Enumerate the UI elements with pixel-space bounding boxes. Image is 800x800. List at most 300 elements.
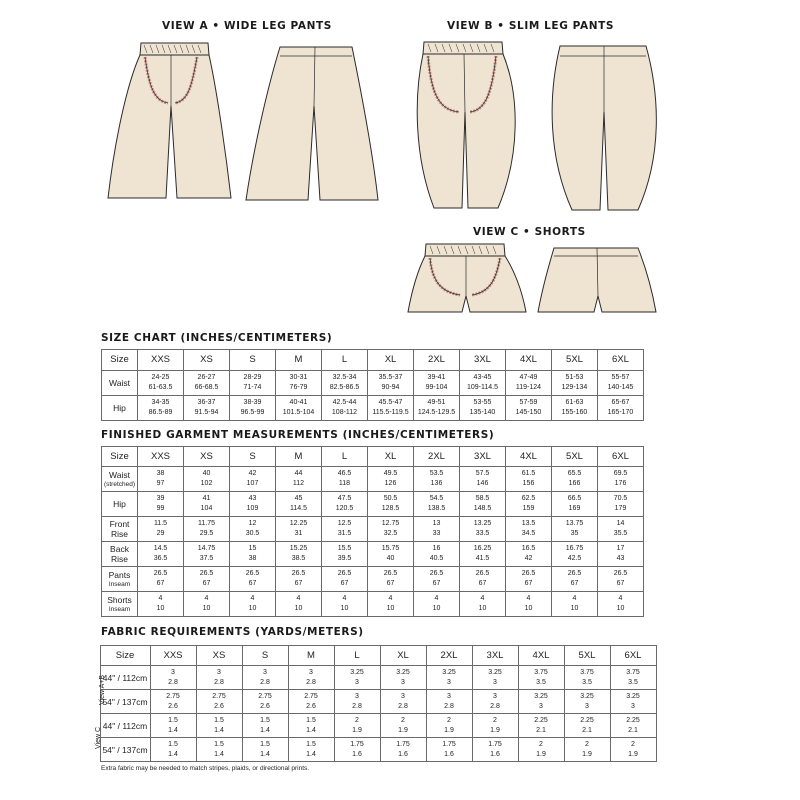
- value-metric: 1.9: [536, 750, 546, 758]
- row-label-text: Waist: [109, 378, 130, 388]
- value-imperial: 1.5: [214, 716, 224, 724]
- value-cell: [552, 396, 598, 421]
- value-imperial: 26.5: [245, 570, 260, 577]
- value-metric: 126: [384, 480, 397, 487]
- value-cell: [196, 666, 242, 690]
- value-cell: [598, 492, 644, 517]
- value-imperial: 40: [202, 470, 211, 477]
- value-metric: 97: [156, 480, 165, 487]
- value-imperial: 32.5-34: [332, 374, 357, 381]
- value-metric: 2.1: [628, 726, 638, 734]
- value-metric: 35.5: [613, 530, 628, 537]
- value-cell: [322, 467, 368, 492]
- value-imperial: 26.5: [429, 570, 444, 577]
- value-cell: [334, 738, 380, 762]
- value-cell: [472, 666, 518, 690]
- value-cell: [414, 567, 460, 592]
- value-cell: [506, 371, 552, 396]
- value-imperial: 2.75: [258, 692, 272, 700]
- value-metric: 1.9: [628, 750, 638, 758]
- value-metric: 67: [616, 580, 625, 587]
- group-label: [88, 666, 107, 714]
- size-header-4xl: 4XL: [506, 447, 552, 467]
- value-metric: 36.5: [153, 555, 168, 562]
- value-cell: [138, 542, 184, 567]
- value-cell: [610, 690, 656, 714]
- size-header-xl: XL: [380, 646, 426, 666]
- value-imperial: 1.75: [488, 740, 502, 748]
- value-metric: 10: [202, 605, 211, 612]
- value-imperial: 34-35: [151, 399, 170, 406]
- value-cell: [184, 492, 230, 517]
- value-metric: 128.5: [381, 505, 400, 512]
- value-metric: 1.4: [306, 726, 316, 734]
- value-imperial: 1.5: [260, 716, 270, 724]
- value-imperial: 1.5: [214, 740, 224, 748]
- row-label: [102, 517, 138, 542]
- size-header-3xl: 3XL: [472, 646, 518, 666]
- value-imperial: 12.5: [337, 520, 352, 527]
- size-header-xs: XS: [184, 447, 230, 467]
- value-imperial: 28-29: [243, 374, 262, 381]
- value-imperial: 3: [309, 668, 313, 676]
- value-imperial: 12: [248, 520, 257, 527]
- value-imperial: 12.25: [289, 520, 308, 527]
- value-cell: [552, 492, 598, 517]
- value-cell: [460, 492, 506, 517]
- value-cell: [414, 592, 460, 617]
- value-metric: 165-170: [607, 409, 634, 416]
- value-cell: [564, 690, 610, 714]
- value-metric: 2.8: [490, 702, 500, 710]
- value-metric: 119-124: [515, 384, 542, 391]
- value-cell: [288, 738, 334, 762]
- value-cell: [414, 517, 460, 542]
- value-imperial: 3: [171, 668, 175, 676]
- value-metric: 135-140: [469, 409, 496, 416]
- value-imperial: 13: [432, 520, 441, 527]
- size-header-3xl: 3XL: [460, 350, 506, 371]
- value-metric: 29: [156, 530, 165, 537]
- value-metric: 71-74: [243, 384, 262, 391]
- value-imperial: 49.5: [383, 470, 398, 477]
- size-header-4xl: 4XL: [506, 350, 552, 371]
- value-imperial: 4: [572, 595, 577, 602]
- value-metric: 1.4: [260, 726, 270, 734]
- value-imperial: 14.75: [197, 545, 216, 552]
- value-imperial: 4: [342, 595, 347, 602]
- finished-measurements-table: [101, 446, 644, 617]
- value-metric: 1.9: [490, 726, 500, 734]
- value-cell: [368, 567, 414, 592]
- value-cell: [552, 592, 598, 617]
- value-metric: 43: [616, 555, 625, 562]
- group-label: [88, 714, 103, 762]
- value-cell: [138, 517, 184, 542]
- value-metric: 86.5-89: [148, 409, 173, 416]
- value-cell: [242, 666, 288, 690]
- value-metric: 76-79: [289, 384, 308, 391]
- value-cell: [506, 517, 552, 542]
- table-row: [88, 666, 656, 690]
- value-cell: [368, 517, 414, 542]
- value-imperial: 46.5: [337, 470, 352, 477]
- value-imperial: 16.5: [521, 545, 536, 552]
- value-cell: [276, 542, 322, 567]
- value-imperial: 53-55: [473, 399, 492, 406]
- value-cell: [610, 738, 656, 762]
- size-header-3xl: 3XL: [460, 447, 506, 467]
- value-metric: 2.6: [260, 702, 270, 710]
- size-header-l: L: [322, 350, 368, 371]
- size-header-xs: XS: [196, 646, 242, 666]
- value-imperial: 2: [447, 716, 451, 724]
- value-imperial: 4: [480, 595, 485, 602]
- value-cell: [322, 592, 368, 617]
- view-a-front-illustration: [100, 36, 236, 204]
- value-cell: [288, 690, 334, 714]
- value-metric: 67: [432, 580, 441, 587]
- value-imperial: 4: [388, 595, 393, 602]
- value-cell: [598, 567, 644, 592]
- view-b-back-illustration: [538, 36, 670, 212]
- size-header-6xl: 6XL: [610, 646, 656, 666]
- size-header-2xl: 2XL: [426, 646, 472, 666]
- value-cell: [518, 690, 564, 714]
- table-row: [102, 396, 644, 421]
- size-header-5xl: 5XL: [552, 350, 598, 371]
- value-metric: 104: [200, 505, 213, 512]
- value-cell: [506, 467, 552, 492]
- value-metric: 32.5: [383, 530, 398, 537]
- value-imperial: 26.5: [567, 570, 582, 577]
- value-metric: 108-112: [331, 409, 358, 416]
- value-imperial: 3: [447, 692, 451, 700]
- value-cell: [230, 542, 276, 567]
- table-row: [102, 492, 644, 517]
- value-cell: [460, 542, 506, 567]
- size-header-s: S: [230, 350, 276, 371]
- value-imperial: 3.25: [488, 668, 502, 676]
- value-cell: [230, 517, 276, 542]
- value-imperial: 40-41: [289, 399, 308, 406]
- value-metric: 34.5: [521, 530, 536, 537]
- value-metric: 67: [248, 580, 257, 587]
- size-header-5xl: 5XL: [552, 447, 598, 467]
- value-cell: [518, 738, 564, 762]
- value-metric: 146: [476, 480, 489, 487]
- value-imperial: 3.25: [442, 668, 456, 676]
- value-metric: 10: [340, 605, 349, 612]
- value-metric: 1.4: [168, 750, 178, 758]
- value-cell: [242, 690, 288, 714]
- value-cell: [230, 492, 276, 517]
- value-imperial: 57.5: [475, 470, 490, 477]
- value-cell: [460, 467, 506, 492]
- value-metric: 30.5: [245, 530, 260, 537]
- value-imperial: 55-57: [611, 374, 630, 381]
- value-metric: 2.8: [168, 678, 178, 686]
- value-cell: [138, 492, 184, 517]
- value-imperial: 15: [248, 545, 257, 552]
- value-cell: [242, 738, 288, 762]
- value-imperial: 4: [204, 595, 209, 602]
- value-imperial: 53.5: [429, 470, 444, 477]
- value-metric: 10: [248, 605, 257, 612]
- value-cell: [506, 492, 552, 517]
- value-imperial: 4: [250, 595, 255, 602]
- value-cell: [426, 738, 472, 762]
- value-metric: 2.8: [306, 678, 316, 686]
- size-chart-title: SIZE CHART (INCHES/CENTIMETERS): [101, 332, 333, 344]
- value-metric: 1.4: [306, 750, 316, 758]
- table-row: [102, 542, 644, 567]
- table-row: [88, 714, 656, 738]
- value-imperial: 1.75: [396, 740, 410, 748]
- value-cell: [368, 467, 414, 492]
- value-metric: 1.6: [490, 750, 500, 758]
- row-label-sub: Inseam: [108, 605, 131, 613]
- value-metric: 2.6: [168, 702, 178, 710]
- value-metric: 101.5-104: [282, 409, 315, 416]
- value-metric: 2.1: [536, 726, 546, 734]
- value-imperial: 61-63: [565, 399, 584, 406]
- value-imperial: 51-53: [565, 374, 584, 381]
- value-cell: [150, 738, 196, 762]
- table-row: [88, 690, 656, 714]
- blank-cell: [88, 646, 100, 666]
- value-metric: 129-134: [561, 384, 588, 391]
- row-label-text: 44" / 112cm: [102, 672, 148, 683]
- size-header-xl: XL: [368, 350, 414, 371]
- value-cell: [414, 396, 460, 421]
- value-metric: 40.5: [429, 555, 444, 562]
- value-cell: [276, 371, 322, 396]
- value-cell: [552, 542, 598, 567]
- value-imperial: 69.5: [613, 470, 628, 477]
- size-header-m: M: [288, 646, 334, 666]
- value-cell: [518, 714, 564, 738]
- value-metric: 38.5: [291, 555, 306, 562]
- value-imperial: 17: [616, 545, 625, 552]
- value-cell: [138, 396, 184, 421]
- value-imperial: 26.5: [383, 570, 398, 577]
- value-metric: 136: [430, 480, 443, 487]
- row-label: [102, 396, 138, 421]
- value-cell: [564, 714, 610, 738]
- value-cell: [138, 592, 184, 617]
- value-cell: [322, 542, 368, 567]
- table-row: [102, 567, 644, 592]
- table-row: [88, 738, 656, 762]
- value-imperial: 45: [294, 495, 303, 502]
- value-cell: [460, 371, 506, 396]
- value-imperial: 2: [631, 740, 635, 748]
- value-cell: [506, 396, 552, 421]
- finished-measurements-title: FINISHED GARMENT MEASUREMENTS (INCHES/CENTIMETERS): [101, 429, 495, 441]
- value-imperial: 13.75: [565, 520, 584, 527]
- value-cell: [196, 738, 242, 762]
- header-label: Size: [102, 447, 138, 467]
- value-cell: [564, 738, 610, 762]
- value-cell: [322, 396, 368, 421]
- value-cell: [196, 690, 242, 714]
- value-metric: 10: [524, 605, 533, 612]
- value-metric: 109: [246, 505, 259, 512]
- header-row: [88, 646, 656, 666]
- row-label: [100, 714, 150, 738]
- value-cell: [322, 567, 368, 592]
- row-label-text: Pants: [108, 569, 131, 580]
- value-imperial: 16.75: [565, 545, 584, 552]
- view-b-title: VIEW B • SLIM LEG PANTS: [447, 20, 615, 32]
- row-label-sub: Inseam: [108, 580, 131, 588]
- header-row: [102, 350, 644, 371]
- row-label-text: Waist: [109, 469, 130, 480]
- value-metric: 3: [401, 678, 405, 686]
- value-cell: [276, 396, 322, 421]
- value-metric: 67: [478, 580, 487, 587]
- value-imperial: 26.5: [613, 570, 628, 577]
- value-cell: [184, 592, 230, 617]
- value-imperial: 50.5: [383, 495, 398, 502]
- value-imperial: 42.5-44: [332, 399, 357, 406]
- value-metric: 138.5: [427, 505, 446, 512]
- value-metric: 3: [493, 678, 497, 686]
- row-label-text: Front Rise: [109, 519, 130, 539]
- value-metric: 67: [202, 580, 211, 587]
- value-cell: [334, 714, 380, 738]
- value-cell: [288, 714, 334, 738]
- value-imperial: 1.75: [350, 740, 364, 748]
- value-cell: [230, 567, 276, 592]
- value-imperial: 2: [401, 716, 405, 724]
- value-imperial: 1.75: [442, 740, 456, 748]
- value-metric: 1.9: [444, 726, 454, 734]
- value-metric: 148.5: [473, 505, 492, 512]
- value-cell: [196, 714, 242, 738]
- value-cell: [276, 567, 322, 592]
- value-imperial: 38-39: [243, 399, 262, 406]
- value-metric: 166: [568, 480, 581, 487]
- header-row: [102, 447, 644, 467]
- value-cell: [426, 666, 472, 690]
- value-imperial: 43: [248, 495, 257, 502]
- value-cell: [610, 714, 656, 738]
- value-metric: 1.6: [444, 750, 454, 758]
- value-metric: 102: [200, 480, 213, 487]
- size-header-6xl: 6XL: [598, 350, 644, 371]
- value-metric: 1.9: [582, 750, 592, 758]
- value-imperial: 2: [493, 716, 497, 724]
- value-cell: [184, 396, 230, 421]
- row-label: [102, 592, 138, 617]
- value-imperial: 11.75: [198, 520, 215, 527]
- value-metric: 1.4: [214, 726, 224, 734]
- table-row: [102, 517, 644, 542]
- value-cell: [460, 517, 506, 542]
- size-header-s: S: [242, 646, 288, 666]
- value-imperial: 3.25: [534, 692, 548, 700]
- value-metric: 179: [614, 505, 627, 512]
- value-imperial: 26.5: [153, 570, 168, 577]
- value-metric: 67: [570, 580, 579, 587]
- value-imperial: 2.25: [534, 716, 548, 724]
- value-metric: 10: [294, 605, 303, 612]
- value-metric: 41.5: [475, 555, 490, 562]
- value-metric: 2.8: [214, 678, 224, 686]
- value-metric: 114.5: [290, 505, 307, 512]
- value-imperial: 39: [156, 495, 165, 502]
- value-imperial: 26.5: [337, 570, 352, 577]
- value-cell: [368, 396, 414, 421]
- size-header-xl: XL: [368, 447, 414, 467]
- value-metric: 115.5-119.5: [372, 409, 409, 416]
- size-header-4xl: 4XL: [518, 646, 564, 666]
- value-metric: 118: [338, 480, 351, 487]
- value-metric: 37.5: [199, 555, 214, 562]
- value-cell: [138, 371, 184, 396]
- view-a-back-illustration: [240, 36, 382, 204]
- value-cell: [460, 592, 506, 617]
- value-imperial: 2.25: [580, 716, 594, 724]
- value-imperial: 49-51: [427, 399, 446, 406]
- size-header-xxs: XXS: [138, 447, 184, 467]
- value-metric: 176: [614, 480, 627, 487]
- value-cell: [380, 666, 426, 690]
- value-imperial: 3: [355, 692, 359, 700]
- value-imperial: 3: [263, 668, 267, 676]
- size-header-m: M: [276, 447, 322, 467]
- row-label: [102, 371, 138, 396]
- value-metric: 159: [522, 505, 535, 512]
- view-c-front-illustration: [404, 240, 530, 318]
- row-label: [102, 542, 138, 567]
- value-cell: [598, 542, 644, 567]
- value-cell: [506, 567, 552, 592]
- value-metric: 31.5: [337, 530, 352, 537]
- value-imperial: 4: [434, 595, 439, 602]
- value-cell: [380, 690, 426, 714]
- value-cell: [598, 592, 644, 617]
- size-header-m: M: [276, 350, 322, 371]
- row-label-text: Back Rise: [110, 544, 129, 564]
- value-metric: 169: [568, 505, 581, 512]
- value-imperial: 4: [618, 595, 623, 602]
- value-metric: 10: [432, 605, 441, 612]
- value-metric: 1.9: [352, 726, 362, 734]
- value-imperial: 26-27: [197, 374, 216, 381]
- value-metric: 66-68.5: [194, 384, 219, 391]
- value-metric: 33.5: [475, 530, 490, 537]
- value-metric: 31: [294, 530, 303, 537]
- value-cell: [242, 714, 288, 738]
- value-metric: 90-94: [381, 384, 400, 391]
- value-metric: 1.4: [168, 726, 178, 734]
- size-header-6xl: 6XL: [598, 447, 644, 467]
- value-imperial: 62.5: [521, 495, 536, 502]
- value-imperial: 3: [217, 668, 221, 676]
- value-cell: [380, 738, 426, 762]
- value-metric: 3: [631, 702, 635, 710]
- value-imperial: 14.5: [153, 545, 168, 552]
- row-label-text: Hip: [113, 403, 126, 413]
- value-cell: [230, 467, 276, 492]
- value-imperial: 44: [294, 470, 303, 477]
- view-a-title: VIEW A • WIDE LEG PANTS: [162, 20, 332, 32]
- size-header-xs: XS: [184, 350, 230, 371]
- value-cell: [368, 592, 414, 617]
